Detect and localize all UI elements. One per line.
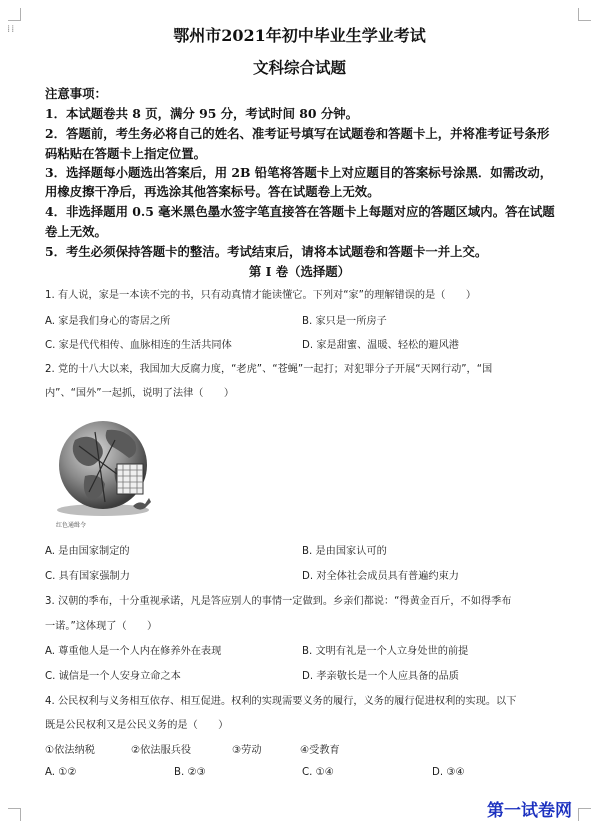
notice-line: 3．选择题每小题选出答案后，用 2B 铅笔将答题卡上对应题目的答案标号涂黑．如需改动， — [45, 165, 553, 180]
q4-item: ①依法纳税 — [45, 745, 95, 756]
q2-option-b: B. 是由国家认可的 — [302, 546, 387, 557]
site-watermark: 第一试卷网 — [487, 801, 572, 821]
crop-mark-bottom-left — [8, 808, 21, 821]
q2-option-c: C. 具有国家强制力 — [45, 571, 130, 582]
q3-option-d: D. 孝亲敬长是一个人应具备的品质 — [302, 671, 459, 682]
figure-caption: 红色通缉令 — [56, 522, 87, 529]
q4-option-b: B. ②③ — [174, 767, 206, 778]
q3-option-a: A. 尊重他人是一个人内在修养外在表现 — [45, 646, 222, 657]
notice-line: 5．考生必须保持答题卡的整洁。考试结束后，请将本试题卷和答题卡一并上交。 — [45, 244, 488, 259]
question-4-stem-line: 4. 公民权利与义务相互依存、相互促进。权利的实现需要义务的履行，义务的履行促进权利的实现。以下 — [45, 696, 517, 707]
question-1-stem: 1. 有人说，家是一本读不完的书，只有动真情才能读懂它。下列对“家”的理解错误的是（ ） — [45, 290, 477, 301]
q4-option-a: A. ①② — [45, 767, 77, 778]
q2-option-a: A. 是由国家制定的 — [45, 546, 130, 557]
drag-handle-icon[interactable]: ⁞⁞ — [7, 24, 16, 35]
q2-option-d: D. 对全体社会成员具有普遍约束力 — [302, 571, 459, 582]
q4-option-c: C. ①④ — [302, 767, 334, 778]
notice-line: 1．本试题卷共 8 页，满分 95 分，考试时间 80 分钟。 — [45, 106, 359, 121]
q4-option-d: D. ③④ — [432, 767, 465, 778]
question-4-stem-line: 既是公民权利又是公民义务的是（ ） — [45, 720, 229, 731]
q1-option-b: B. 家只是一所房子 — [302, 316, 387, 327]
globe-illustration — [45, 410, 165, 532]
crop-mark-top-right — [578, 8, 591, 21]
notice-line: 码粘贴在答题卡上指定位置。 — [45, 146, 207, 161]
q1-option-d: D. 家是甜蜜、温暖、轻松的避风港 — [302, 340, 459, 351]
crop-mark-top-left — [8, 8, 21, 21]
question-3-stem-line: 3. 汉朝的季布，十分重视承诺，凡是答应别人的事情一定做到。乡亲们都说：“得黄金百斤，不如得季布 — [45, 596, 512, 607]
crop-mark-bottom-right — [578, 808, 591, 821]
notice-line: 卷上无效。 — [45, 224, 107, 239]
section-heading: 第 I 卷（选择题） — [248, 264, 351, 279]
q4-item: ②依法服兵役 — [131, 745, 192, 756]
q1-option-c: C. 家是代代相传、血脉相连的生活共同体 — [45, 340, 232, 351]
notice-line: 用橡皮擦干净后，再选涂其他答案标号。答在试题卷上无效。 — [45, 184, 380, 199]
notice-line: 2．答题前，考生务必将自己的姓名、准考证号填写在试题卷和答题卡上，并将准考证号条形 — [45, 126, 550, 141]
q4-item: ④受教育 — [300, 745, 340, 756]
question-2-stem-line: 2. 党的十八大以来，我国加大反腐力度，“老虎”、“苍蝇”一起打；对犯罪分子开展“天网行动”，“国 — [45, 364, 493, 375]
q3-option-b: B. 文明有礼是一个人立身处世的前提 — [302, 646, 469, 657]
question-3-stem-line: 一诺。”这体现了（ ） — [45, 621, 158, 632]
question-2-stem-line: 内”、“国外”一起抓，说明了法律（ ） — [45, 388, 235, 399]
q4-item: ③劳动 — [232, 745, 262, 756]
notice-heading: 注意事项： — [45, 86, 107, 101]
notice-line: 4．非选择题用 0.5 毫米黑色墨水签字笔直接答在答题卡上每题对应的答题区域内。答在试题 — [45, 204, 555, 219]
q3-option-c: C. 诚信是一个人安身立命之本 — [45, 671, 181, 682]
exam-subtitle: 文科综合试题 — [252, 58, 346, 77]
exam-title: 鄂州市2021年初中毕业生学业考试 — [173, 26, 426, 45]
q1-option-a: A. 家是我们身心的寄居之所 — [45, 316, 171, 327]
